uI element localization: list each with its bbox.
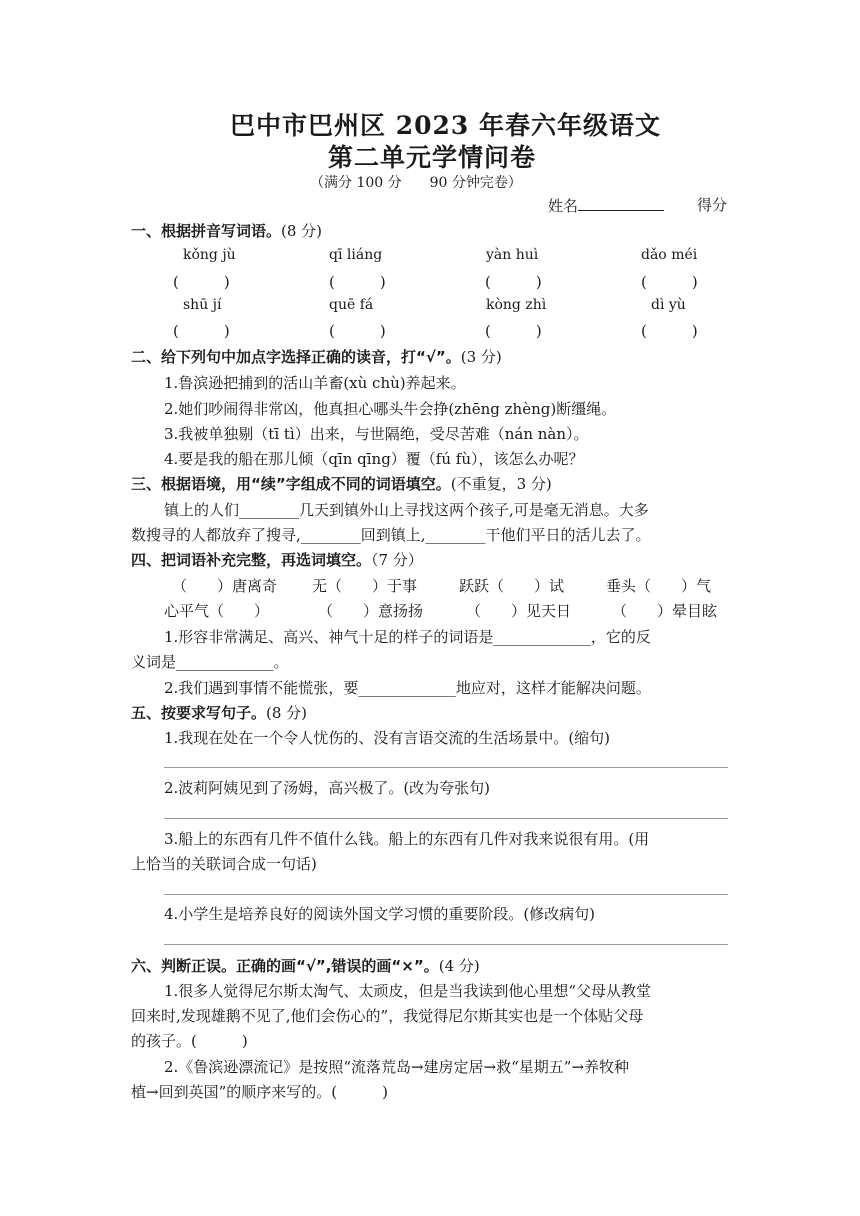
idiom-8[interactable]: （ ）晕目眩 — [612, 602, 718, 620]
s5-answer-line-1[interactable] — [164, 767, 728, 768]
s5-answer-line-2[interactable] — [164, 818, 728, 819]
section-4-heading — [131, 549, 423, 570]
pinyin-4: dǎo méi — [641, 247, 698, 263]
section-3-points: (不重复，3 分) — [450, 475, 552, 493]
idiom-3[interactable]: 跃跃（ ）试 — [459, 577, 565, 595]
section-1-title: 一、根据拼音写词语。 — [131, 222, 282, 240]
idiom-5[interactable]: 心平气（ ） — [164, 602, 270, 620]
name-field[interactable] — [548, 194, 664, 216]
answer-blank-3[interactable]: ( ) — [485, 273, 542, 291]
section-2-heading — [131, 346, 502, 367]
section-6-title: 六、判断正误。正确的画“√”,错误的画“×”。 — [131, 957, 439, 975]
s5-answer-line-3[interactable] — [164, 894, 728, 895]
s2-question-4: 4.要是我的船在那儿倾（qīn qīng）覆（fú fù），该怎么办呢？ — [164, 450, 584, 468]
section-1-heading — [131, 220, 322, 241]
answer-blank-8[interactable]: ( ) — [641, 322, 698, 340]
section-4-points: （7 分） — [371, 551, 423, 569]
s5-question-1: 1.我现在处在一个令人忧伤的、没有言语交流的生活场景中。(缩句) — [164, 729, 611, 747]
s6-question-2a: 2.《鲁滨逊漂流记》是按照“流落荒岛→建房定居→救“星期五”→养牧种 — [164, 1058, 630, 1076]
s6-question-2b: 植→回到英国”的顺序来写的。( ) — [131, 1083, 388, 1101]
pinyin-7: kòng zhì — [486, 297, 547, 313]
answer-blank-1[interactable]: ( ) — [173, 273, 230, 291]
score-label: 得分 — [697, 196, 728, 214]
answer-blank-7[interactable]: ( ) — [485, 322, 542, 340]
section-5-title: 五、按要求写句子。 — [131, 704, 267, 722]
section-2-title: 二、给下列句中加点字选择正确的读音，打“√”。 — [131, 348, 461, 366]
s6-question-1b: 回来时,发现雄鹅不见了,他们会伤心的”，我觉得尼尔斯其实也是一个体贴父母 — [131, 1007, 644, 1025]
section-4-title: 四、把词语补充完整，再选词填空。 — [131, 551, 372, 569]
answer-blank-5[interactable]: ( ) — [173, 322, 230, 340]
s3-passage-line-1: 镇上的人们________几天到镇外山上寻找这两个孩子,可是毫无消息。大多 — [164, 501, 649, 519]
answer-blank-6[interactable]: ( ) — [329, 322, 386, 340]
pinyin-3: yàn huì — [486, 247, 539, 263]
s5-question-2: 2.波莉阿姨见到了汤姆，高兴极了。(改为夸张句) — [164, 779, 491, 797]
pinyin-5: shū jí — [183, 297, 222, 313]
idiom-6[interactable]: （ ）意扬扬 — [318, 602, 424, 620]
exam-subtitle: （满分 100 分 90 分钟完卷） — [310, 175, 522, 191]
idiom-1[interactable]: （ ）唐离奇 — [172, 577, 278, 595]
section-6-points: (4 分) — [438, 957, 480, 975]
s5-answer-line-4[interactable] — [164, 944, 728, 945]
answer-blank-2[interactable]: ( ) — [329, 273, 386, 291]
section-6-heading — [131, 955, 480, 976]
section-3-heading — [131, 473, 552, 494]
s2-question-1: 1.鲁滨逊把捕到的活山羊畜(xù chù)养起来。 — [164, 374, 466, 392]
section-5-heading — [131, 702, 307, 723]
section-2-points: (3 分) — [460, 348, 502, 366]
pinyin-8: dì yù — [651, 297, 686, 313]
pinyin-2: qī liáng — [329, 247, 383, 263]
s3-passage-line-2: 数搜寻的人都放弃了搜寻,________回到镇上,________干他们平日的活儿去了。 — [131, 526, 651, 544]
s4-question-1a: 1.形容非常满足、高兴、神气十足的样子的词语是_____________，它的反 — [164, 628, 651, 646]
section-5-points: (8 分) — [266, 704, 308, 722]
pinyin-1: kǒng jù — [183, 247, 236, 263]
name-blank[interactable] — [578, 194, 664, 211]
idiom-4[interactable]: 垂头（ ）气 — [606, 577, 712, 595]
name-label: 姓名 — [548, 197, 579, 215]
title-line-2: 第二单元学情问卷 — [328, 143, 537, 172]
s6-question-1c: 的孩子。( ) — [131, 1032, 248, 1050]
s4-question-2: 2.我们遇到事情不能慌张，要_____________地应对，这样才能解决问题。 — [164, 679, 651, 697]
section-1-points: (8 分) — [281, 222, 323, 240]
s2-question-2: 2.她们吵闹得非常凶，他真担心哪头牛会挣(zhēng zhèng)断缰绳。 — [164, 400, 617, 418]
pinyin-6: quē fá — [329, 297, 374, 313]
s2-question-3: 3.我被单独剔（tī tì）出来，与世隔绝，受尽苦难（nán nàn）。 — [164, 425, 589, 443]
s5-question-4: 4.小学生是培养良好的阅读外国文学习惯的重要阶段。(修改病句) — [164, 905, 596, 923]
s5-question-3a: 3.船上的东西有几件不值什么钱。船上的东西有几件对我来说很有用。(用 — [164, 830, 650, 848]
s5-question-3b: 上恰当的关联词合成一句话) — [131, 855, 317, 873]
s6-question-1a: 1.很多人觉得尼尔斯太淘气、太顽皮，但是当我读到他心里想“父母从教堂 — [164, 982, 651, 1000]
answer-blank-4[interactable]: ( ) — [641, 273, 698, 291]
section-3-title: 三、根据语境，用“续”字组成不同的词语填空。 — [131, 475, 451, 493]
s4-question-1b: 义词是_____________。 — [131, 653, 289, 671]
idiom-7[interactable]: （ ）见天日 — [466, 602, 572, 620]
title-line-1: 巴中市巴州区 2023 年春六年级语文 — [230, 111, 661, 140]
idiom-2[interactable]: 无（ ）于事 — [312, 577, 418, 595]
